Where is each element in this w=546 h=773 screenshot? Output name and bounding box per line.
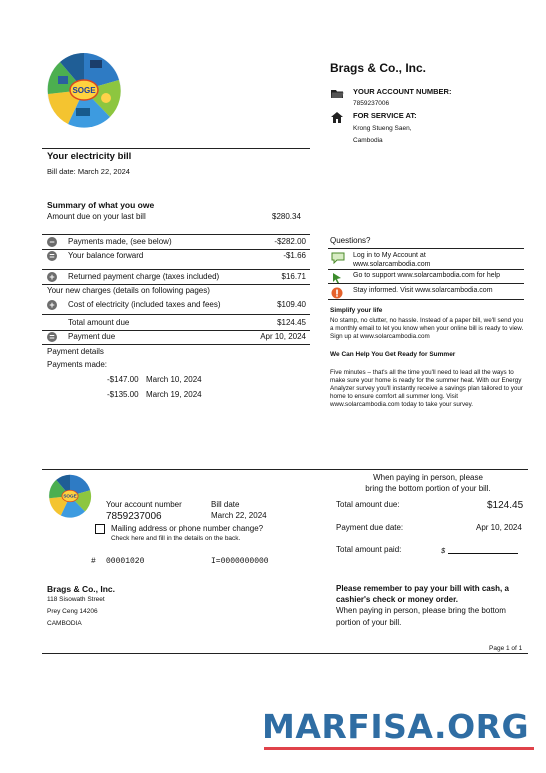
summary-row xyxy=(42,250,310,263)
row-label: Payment due xyxy=(68,332,116,341)
logo-text: SOGE xyxy=(72,86,96,95)
reminder-line: cashier's check or money order. xyxy=(336,595,458,604)
folder-icon xyxy=(331,86,344,97)
watermark-underline xyxy=(264,747,534,750)
alert-icon xyxy=(331,286,343,298)
remit-street: 118 Sisowath Street xyxy=(47,596,105,603)
service-address-line2: Cambodia xyxy=(353,137,383,144)
account-number: 7859237006 xyxy=(353,100,390,107)
stub-paid-prefix: $ xyxy=(441,546,446,555)
page-number: Page 1 of 1 xyxy=(489,645,523,652)
row-label: Your balance forward xyxy=(68,251,144,260)
watermark xyxy=(262,708,529,746)
question-text: Go to support www.solarcambodia.com for help xyxy=(353,272,501,279)
reminder-line: Please remember to pay your bill with cash, a xyxy=(336,584,509,593)
payments-made-label: Payments made: xyxy=(47,360,108,369)
equals-icon: = xyxy=(47,251,57,261)
house-icon xyxy=(331,110,343,121)
service-at-label: FOR SERVICE AT: xyxy=(353,111,417,120)
row-label: Your new charges (details on following pages) xyxy=(47,286,210,295)
divider xyxy=(42,269,310,270)
in-person-note: When paying in person, please bring the bottom portion of your bill. xyxy=(365,473,491,493)
row-value: $16.71 xyxy=(281,272,306,281)
bill-date: Bill date: March 22, 2024 xyxy=(47,167,130,176)
reminder-line: When paying in person, please bring the bottom xyxy=(336,606,506,615)
question-item[interactable] xyxy=(328,251,524,269)
row-value: -$282.00 xyxy=(274,237,306,246)
summer-title: We Can Help You Get Ready for Summer xyxy=(330,351,456,358)
plus-icon: + xyxy=(47,272,57,282)
stub-bill-date-label: Bill date xyxy=(211,500,240,509)
amount-paid-field[interactable] xyxy=(448,553,518,554)
company-logo-small xyxy=(48,473,92,519)
stub-total-value: $124.45 xyxy=(487,500,524,511)
chat-icon xyxy=(331,251,343,263)
stub-hash: # xyxy=(91,557,96,566)
remit-country: CAMBODIA xyxy=(47,620,82,627)
divider xyxy=(42,234,310,235)
summary-row xyxy=(42,271,310,284)
divider xyxy=(328,248,524,249)
summer-text: Five minutes – that's all the time you'll need to lead all the ways to make sure your home is ready for the summer heat. With our Energy Analyzer survey you'll instantly receive a savings plan tailored to your home to ensure comfort all summer long. Visit www.solarcambodia.com today to take your survey. xyxy=(330,369,524,409)
logo-text: SOGE xyxy=(63,493,77,499)
summary-row xyxy=(42,331,310,344)
company-logo xyxy=(46,50,122,130)
mailing-change-label: Mailing address or phone number change? xyxy=(111,524,264,533)
reminder-line: portion of your bill. xyxy=(336,618,402,627)
questions-title: Questions? xyxy=(330,236,371,245)
summary-title: Summary of what you owe xyxy=(47,200,155,210)
watermark-main: MARFISA xyxy=(262,707,435,746)
tear-line xyxy=(42,469,528,470)
row-value: -$1.66 xyxy=(283,251,306,260)
payment-amount: -$135.00 xyxy=(107,390,139,399)
company-name: Brags & Co., Inc. xyxy=(330,61,427,75)
watermark-tld: .ORG xyxy=(434,707,530,746)
question-item[interactable] xyxy=(328,271,524,283)
summary-row xyxy=(42,285,310,298)
payment-date: March 10, 2024 xyxy=(146,375,202,384)
row-value: $124.45 xyxy=(277,318,306,327)
summary-row xyxy=(42,236,310,249)
divider xyxy=(328,283,524,284)
mailing-change-sub: Check here and fill in the details on the back. xyxy=(111,535,241,542)
simplify-text: No stamp, no clutter, no hassle. Instead of a paper bill, we'll send you a monthly email to let you know when your online bill is ready to view. Sign up at www.solarcambodia.com xyxy=(330,317,524,341)
stub-account-number: 7859237006 xyxy=(106,511,162,522)
account-number-label: YOUR ACCOUNT NUMBER: xyxy=(353,87,452,96)
row-label: Returned payment charge (taxes included) xyxy=(68,272,220,281)
summary-row xyxy=(42,317,310,330)
stub-account-label: Your account number xyxy=(106,500,182,509)
payment-amount: -$147.00 xyxy=(107,375,139,384)
last-bill-label: Amount due on your last bill xyxy=(47,212,146,221)
divider xyxy=(328,299,524,300)
summary-row xyxy=(42,299,310,312)
question-text: Stay informed. Visit www.solarcambodia.com xyxy=(353,287,493,294)
stub-total-label: Total amount due: xyxy=(336,500,400,509)
equals-icon: = xyxy=(47,332,57,342)
service-address-line1: Krong Stueng Saen, xyxy=(353,125,412,132)
divider xyxy=(42,314,310,315)
remit-name: Brags & Co., Inc. xyxy=(47,584,116,594)
cursor-icon xyxy=(331,271,343,283)
stub-code2: I=0000000000 xyxy=(211,557,269,566)
stub-due-label: Payment due date: xyxy=(336,523,404,532)
divider xyxy=(42,148,310,149)
simplify-title: Simplify your life xyxy=(330,307,383,314)
bill-title: Your electricity bill xyxy=(47,151,132,162)
stub-paid-label: Total amount paid: xyxy=(336,545,402,554)
remit-city: Prey Ceng 14206 xyxy=(47,608,98,615)
row-label: Payments made, (see below) xyxy=(68,237,172,246)
stub-code1: 00001020 xyxy=(106,557,145,566)
address-change-checkbox[interactable] xyxy=(95,524,105,534)
question-text: Log in to My Account at www.solarcambodia.com xyxy=(353,252,431,268)
divider xyxy=(42,344,310,345)
row-value: Apr 10, 2024 xyxy=(260,332,306,341)
payment-details-label: Payment details xyxy=(47,347,104,356)
row-label: Total amount due xyxy=(68,318,130,327)
plus-icon: + xyxy=(47,300,57,310)
stub-bill-date: March 22, 2024 xyxy=(211,511,267,520)
last-bill-value: $280.34 xyxy=(272,212,301,221)
minus-icon: − xyxy=(47,237,57,247)
payment-date: March 19, 2024 xyxy=(146,390,202,399)
divider xyxy=(42,653,528,654)
row-value: $109.40 xyxy=(277,300,306,309)
row-label: Cost of electricity (included taxes and fees) xyxy=(68,300,221,309)
stub-due-value: Apr 10, 2024 xyxy=(476,523,522,532)
divider xyxy=(328,269,524,270)
question-item[interactable] xyxy=(328,286,524,298)
